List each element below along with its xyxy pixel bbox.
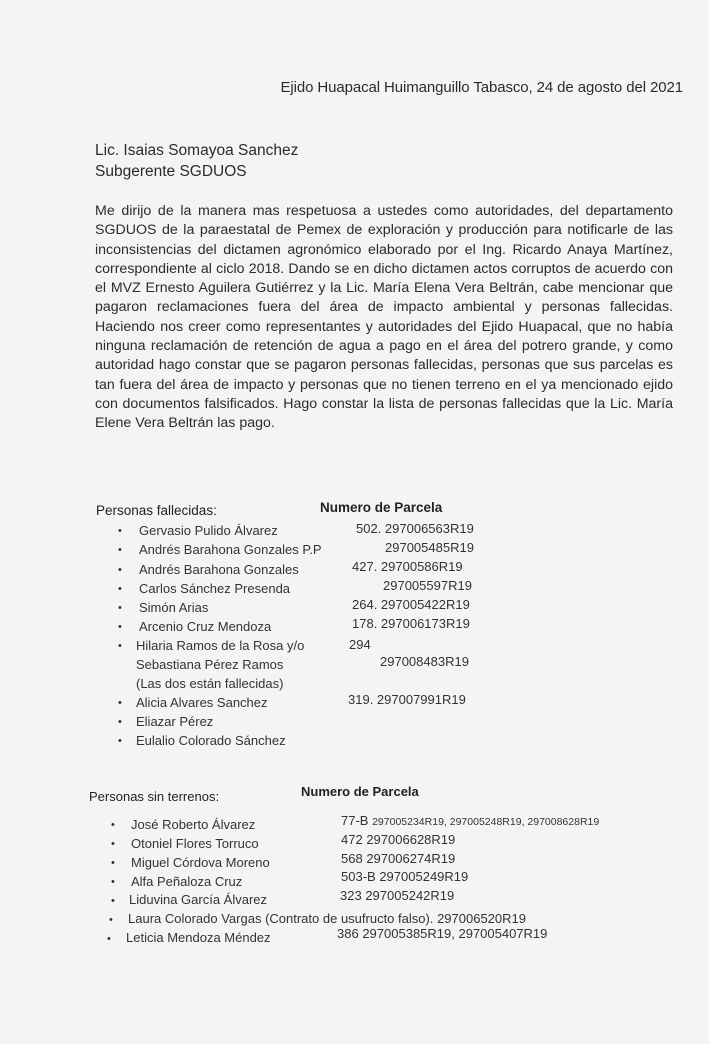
list-item: Sebastiana Pérez Ramos xyxy=(136,657,284,672)
landless-heading: Personas sin terrenos: xyxy=(89,789,220,804)
parcela-prefix: 472 xyxy=(341,832,363,847)
parcela-number xyxy=(340,888,454,903)
bullet: • xyxy=(111,819,115,831)
list-item: Alfa Peñaloza Cruz xyxy=(131,874,243,889)
parcela-number xyxy=(341,813,599,828)
parcela-number: 427. 29700586R19 xyxy=(352,559,463,574)
parcela-codes: 297006520R19 xyxy=(437,911,526,926)
list-item: Gervasio Pulido Álvarez xyxy=(139,523,278,538)
list-item: Carlos Sánchez Presenda xyxy=(139,581,291,596)
parcela-prefix: 386 xyxy=(337,926,359,941)
parcela-number: 297005485R19 xyxy=(385,540,474,555)
parcela-codes: 297005234R19, 297005248R19, 297008628R19 xyxy=(372,816,600,828)
list-item: Otoniel Flores Torruco xyxy=(131,836,259,851)
bullet: • xyxy=(118,640,122,652)
bullet: • xyxy=(111,876,115,888)
list-item: Eulalio Colorado Sánchez xyxy=(136,733,286,748)
parcela-prefix: 503-B xyxy=(341,869,376,884)
bullet: • xyxy=(118,735,122,747)
parcela-number xyxy=(341,851,455,866)
list-item: Liduvina García Álvarez xyxy=(129,892,268,907)
list-item: Andrés Barahona Gonzales P.P xyxy=(139,542,322,557)
bullet: • xyxy=(111,895,115,907)
bullet: • xyxy=(118,716,122,728)
parcela-codes: 297005249R19 xyxy=(379,869,469,884)
parcela-number xyxy=(341,832,455,847)
list-item: Simón Arias xyxy=(139,600,209,615)
bullet: • xyxy=(118,621,122,633)
parcela-number: 264. 297005422R19 xyxy=(352,597,470,612)
list-item: Arcenio Cruz Mendoza xyxy=(139,619,272,634)
parcela-prefix: 568 xyxy=(341,851,363,866)
bullet: • xyxy=(118,564,122,576)
parcela-codes: 297006274R19 xyxy=(366,851,456,866)
list-item: José Roberto Álvarez xyxy=(131,817,256,832)
parcela-codes: 297005242R19 xyxy=(365,888,455,903)
list-item: Miguel Córdova Moreno xyxy=(131,855,270,870)
list-item xyxy=(128,911,526,926)
letter-body: Me dirijo de la manera mas respetuosa a ustedes como autoridades, del departamento SGDUOS de la paraestatal de Pemex de exploración y producción para notificarle de las inconsistencias del dictamen agronómico elaborado por el Ing. Ricardo Anaya Martínez, correspondiente al ciclo 2018. Dando se en dicho dictamen actos corruptos de acuerdo con el MVZ Ernesto Aguilera Gutiérrez y la Lic. María Elena Vera Beltrán, cabe mencionar que pagaron reclamaciones fuera del área de impacto ambiental y personas fallecidas. Haciendo nos creer como representantes y autoridades del Ejido Huapacal, que no había ninguna reclamación de retención de agua a pago en el área del potrero grande, y como autoridad hago constar que se pagaron personas fallecidas, personas que sus parcelas es tan fuera del área de impacto y personas que no tienen terreno en el ya mencionado ejido con documentos falsificados. Hago constar la lista de personas fallecidas que la Lic. María Elene Vera Beltrán las pago. xyxy=(95,203,673,432)
place-date: Ejido Huapacal Huimanguillo Tabasco, 24 de agosto del 2021 xyxy=(280,79,683,96)
bullet: • xyxy=(109,914,113,926)
parcela-number: 502. 297006563R19 xyxy=(356,521,474,536)
parcela-number xyxy=(341,869,468,884)
list-item: Eliazar Pérez xyxy=(136,714,214,729)
parcela-codes: 297006628R19 xyxy=(366,832,456,847)
bullet: • xyxy=(118,544,122,556)
deceased-heading: Personas fallecidas: xyxy=(96,503,217,518)
addressee-name: Lic. Isaias Somayoa Sanchez xyxy=(95,142,299,159)
addressee-block xyxy=(95,140,298,182)
addressee-position: Subgerente SGDUOS xyxy=(95,163,247,180)
parcela-number: 297005597R19 xyxy=(383,578,472,593)
bullet: • xyxy=(118,583,122,595)
list-item: Leticia Mendoza Méndez xyxy=(126,930,271,945)
bullet: • xyxy=(107,933,111,945)
bullet: • xyxy=(111,857,115,869)
bullet: • xyxy=(111,838,115,850)
parcela-number: 297008483R19 xyxy=(380,654,469,669)
bullet: • xyxy=(118,525,122,537)
deceased-column-heading: Numero de Parcela xyxy=(320,500,443,515)
parcela-codes: 297005385R19, 297005407R19 xyxy=(362,926,548,941)
list-item: Alicia Alvares Sanchez xyxy=(136,695,268,710)
parcela-number: 319. 297007991R19 xyxy=(348,692,466,707)
list-item: Hilaria Ramos de la Rosa y/o xyxy=(136,638,305,653)
list-item: Andrés Barahona Gonzales xyxy=(139,562,299,577)
parcela-prefix: 77-B xyxy=(341,813,369,828)
bullet: • xyxy=(118,697,122,709)
parcela-number xyxy=(337,926,547,941)
list-item: (Las dos están fallecidas) xyxy=(136,676,284,691)
parcela-number: 294 xyxy=(349,637,371,652)
parcela-number: 178. 297006173R19 xyxy=(352,616,470,631)
landless-name: Laura Colorado Vargas (Contrato de usufructo falso). xyxy=(128,911,434,926)
landless-column-heading: Numero de Parcela xyxy=(301,784,419,799)
bullet: • xyxy=(118,602,122,614)
parcela-prefix: 323 xyxy=(340,888,362,903)
